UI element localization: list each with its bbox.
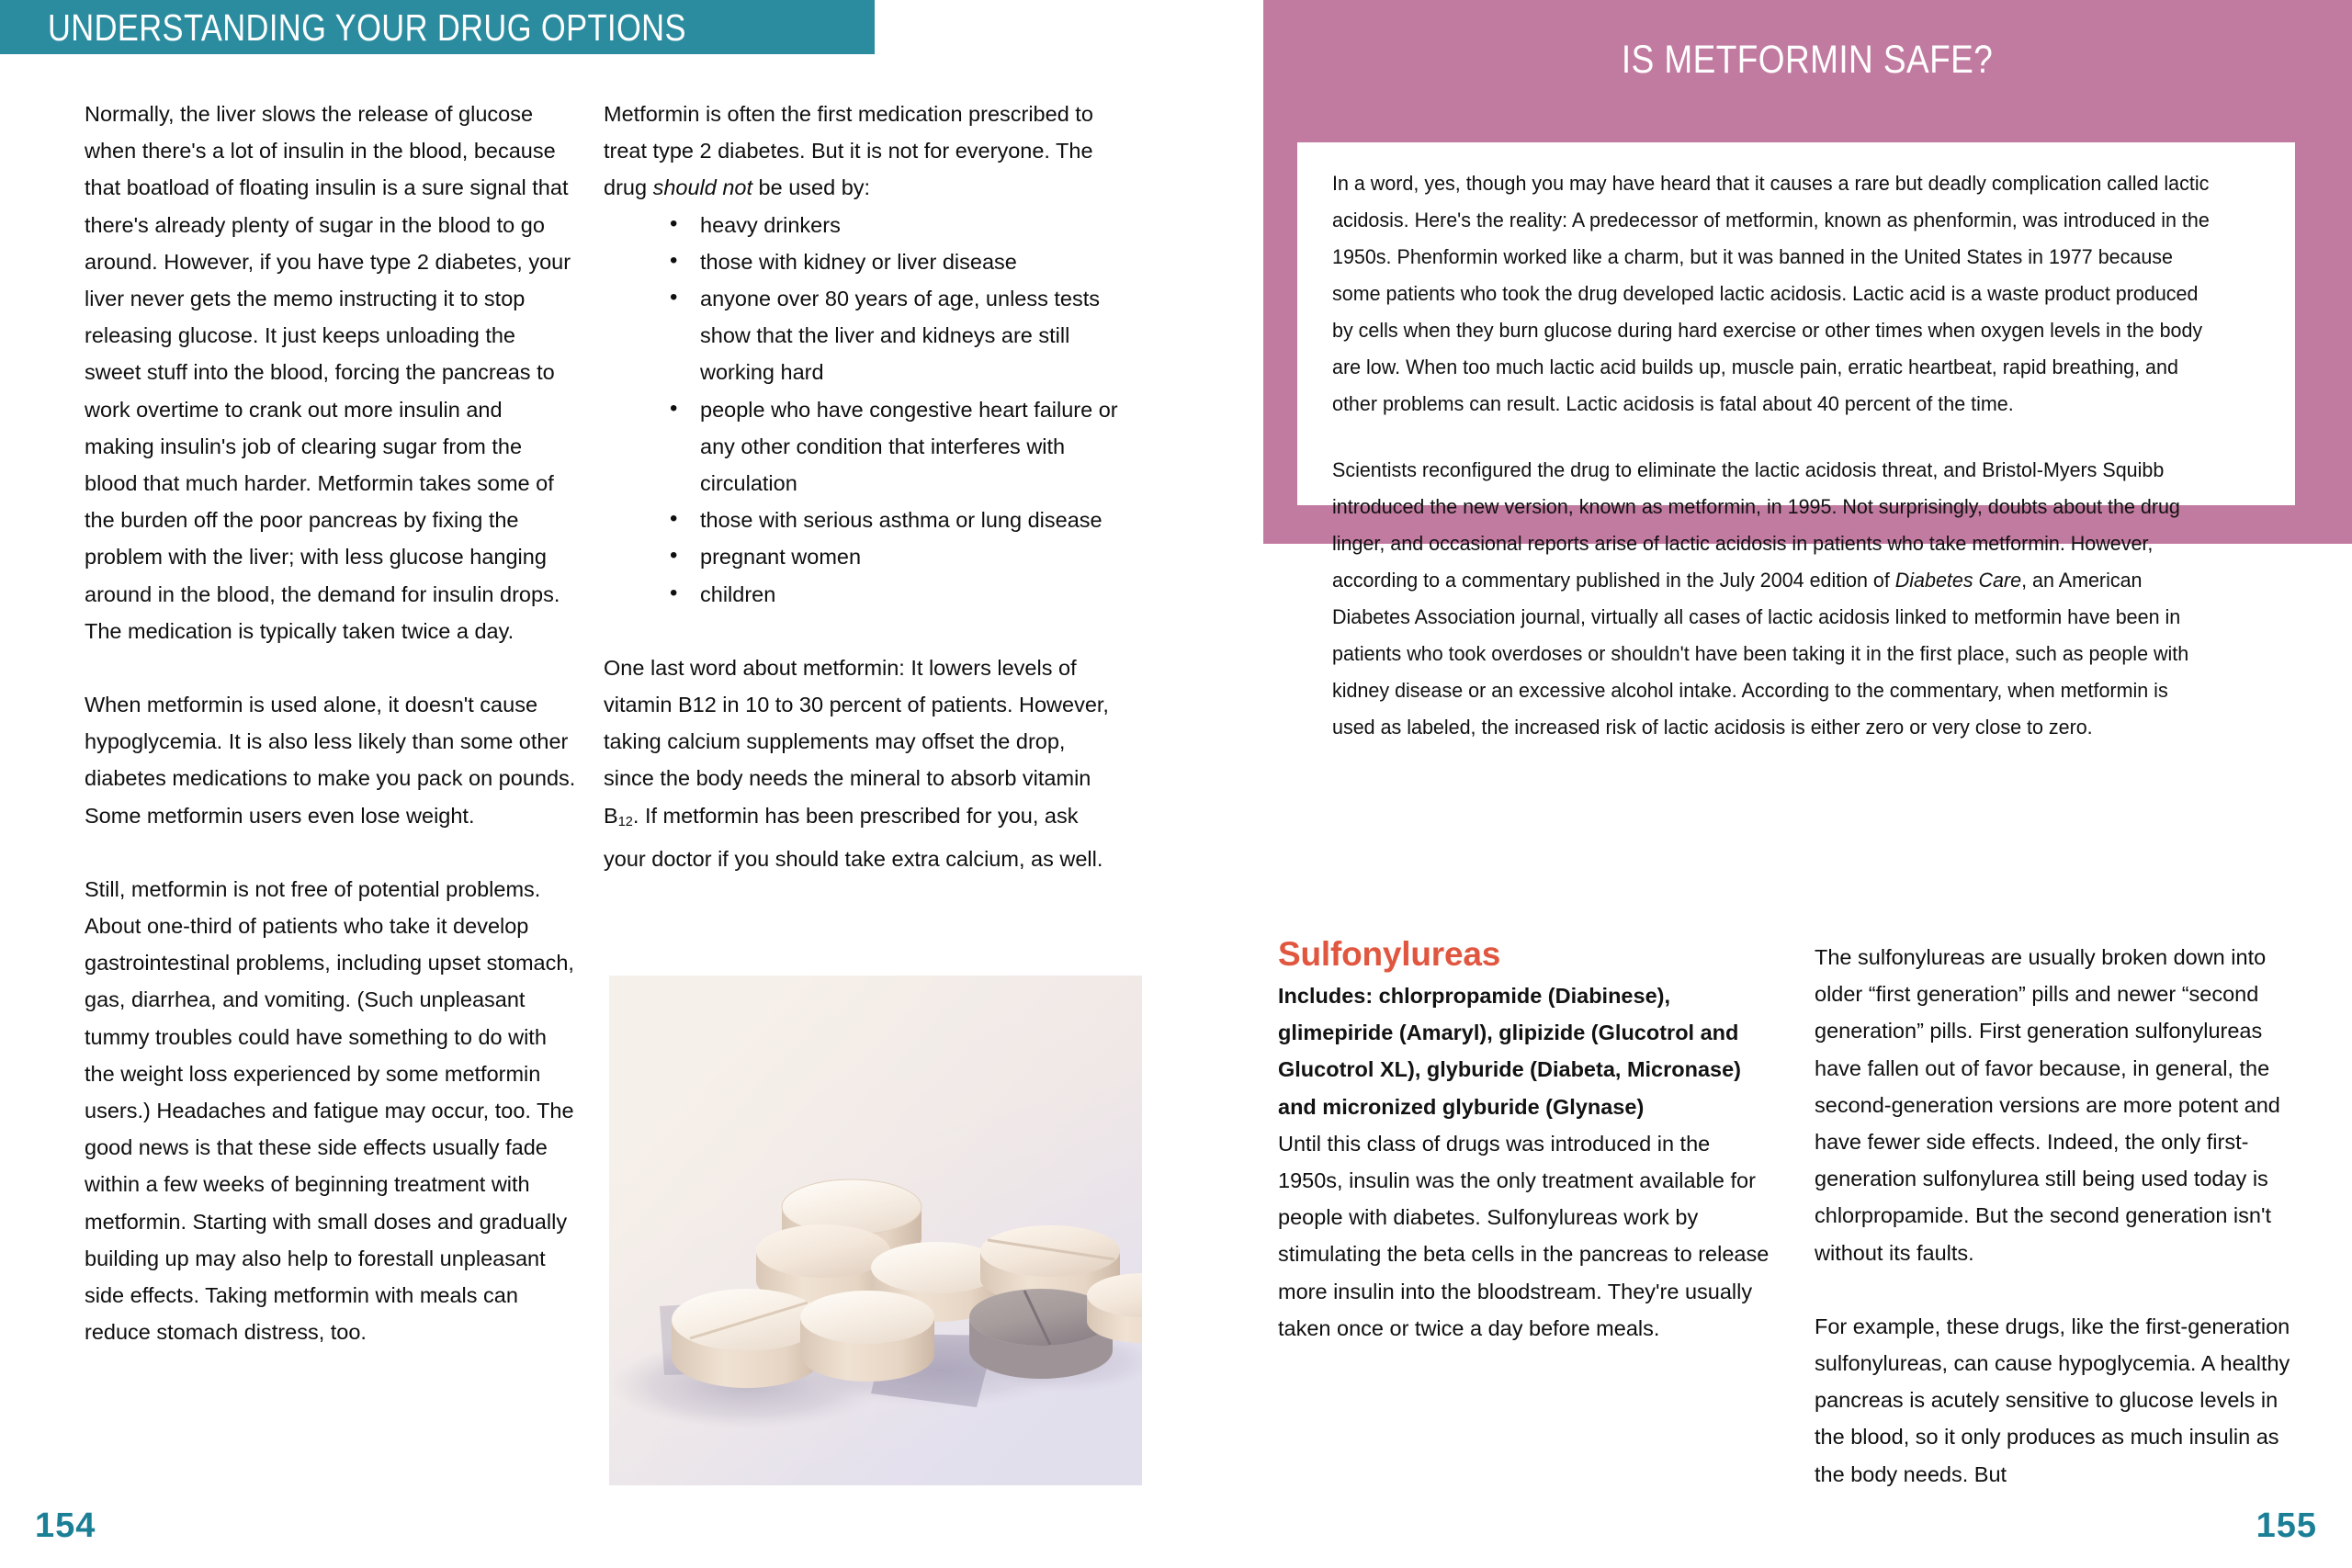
paragraph: In a word, yes, though you may have heard that it causes a rare but deadly complication called lactic acidosis. Here's the reality: A predecessor of metformin, known as phenformin, was introduced in the 1950s. Phenformin worked like a charm, but it was banned in the United States in 1977 because some patients who took the drug developed lactic acidosis. Lactic acid is a waste product produced by cells when they burn glucose during hard exercise or other times when oxygen levels in the body are low. When too much lactic acid builds up, muscle pain, erratic heartbeat, rapid breathing, and other problems can result. Lactic acidosis is fatal about 40 percent of the time. — [1332, 172, 2210, 415]
metformin-intro-paragraph — [604, 96, 1118, 207]
paragraph: The sulfonylureas are usually broken down into older “first generation” pills and newer “second generation” pills. First generation sulfonylureas have fallen out of favor because, in general, the second-generation versions are more potent and have fewer side effects. Indeed, the only first-generation sulfonylurea still being used today is chlorpropamide. But the second generation isn't without its faults. — [1815, 945, 2280, 1265]
panel-text-part-2: , an American Diabetes Association journal, virtually all cases of lactic acidosis linked to metformin have been in patients who took overdoses or shouldn't have been taking it in the first place, such as people with kidney disease or an excessive alcohol intake. According to the commentary, when metformin is used as labeled, the increased risk of lactic acidosis is either zero or very close to zero. — [1332, 569, 2189, 739]
list-item: • those with serious asthma or lung disease — [604, 502, 1118, 538]
paragraph: When metformin is used alone, it doesn't cause hypoglycemia. It is also less likely than some other diabetes medications to make you pack on pounds. Some metformin users even lose weight. — [85, 693, 576, 828]
paragraph: For example, these drugs, like the first-generation sulfonylureas, can cause hypoglycemia. A healthy pancreas is acutely sensitive to glucose levels in the blood, so it only produces as much insulin as the body needs. But — [1815, 1314, 2290, 1486]
sidebar-panel-title-text: IS METFORMIN SAFE? — [1622, 38, 1994, 82]
intro-text-part-2: be used by: — [752, 175, 871, 200]
right-column-2 — [1815, 939, 2301, 1529]
list-item: • anyone over 80 years of age, unless tests show that the liver and kidneys are still working hard — [604, 280, 1118, 391]
section-heading-sulfonylureas: Sulfonylureas — [1278, 935, 1501, 973]
panel-text-part-1: Scientists reconfigured the drug to eliminate the lactic acidosis threat, and Bristol-Myers Squibb introduced the new version, known as metformin, in 1995. Not surprisingly, doubts about the drug linger, and occasional reports arise of lactic acidosis in patients who take metformin. However, according to a commentary published in the July 2004 edition of — [1332, 458, 2180, 592]
chapter-banner-title: UNDERSTANDING YOUR DRUG OPTIONS — [48, 6, 686, 49]
page-number-right: 155 — [2256, 1506, 2317, 1545]
paragraph: Still, metformin is not free of potential problems. About one-third of patients who take it develop gastrointestinal problems, including upset stomach, gas, diarrhea, and vomiting. (Such unpleasant tummy troubles could have something to do with the weight loss experienced by some metformin users.) Headaches and fatigue may occur, too. The good news is that these side effects usually fade within a few weeks of beginning treatment with metformin. Starting with small doses and gradually building up may also help to forestall unpleasant side effects. Taking metformin with meals can reduce stomach distress, too. — [85, 876, 574, 1345]
right-page-columns — [1263, 0, 2352, 1568]
pills-photograph — [609, 976, 1142, 1485]
list-item: • those with kidney or liver disease — [604, 243, 1118, 280]
page-right — [1263, 0, 2352, 1568]
journal-name-italic: Diabetes Care — [1894, 569, 2022, 592]
list-item: • heavy drinkers — [604, 207, 1118, 243]
intro-text-part-1: Metformin is often the first medication prescribed to treat type 2 diabetes. But it is not for everyone. The drug — [604, 102, 1093, 200]
drug-includes-list: Includes: chlorpropamide (Diabinese), glimepiride (Amaryl), glipizide (Glucotrol and Glucotrol XL), glyburide (Diabeta, Micronase) and micronized glyburide (Glynase) — [1278, 984, 1742, 1119]
list-item: • children — [604, 576, 1118, 613]
page-number-left: 154 — [35, 1506, 96, 1545]
right-column-1 — [1278, 933, 1774, 1383]
metformin-closing-paragraph — [604, 649, 1118, 877]
paragraph: Normally, the liver slows the release of glucose when there's a lot of insulin in the blood, because that boatload of floating insulin is a sure signal that there's already plenty of sugar in the blood to go around. However, if you have type 2 diabetes, your liver never gets the memo instructing it to stop releasing glucose. It just keeps unloading the sweet stuff into the blood, forcing the pancreas to work overtime to crank out more insulin and making insulin's job of clearing sugar from the blood that much harder. Metformin takes some of the burden off the poor pancreas by fixing the problem with the liver; with less glucose hanging around in the blood, the demand for insulin drops. The medication is typically taken twice a day. — [85, 102, 571, 643]
closing-text-part-2: . If metformin has been prescribed for you, ask your doctor if you should take extra calcium, as well. — [604, 803, 1103, 872]
b12-subscript: 12 — [617, 814, 633, 829]
contraindications-list — [604, 207, 1118, 613]
list-item: • people who have congestive heart failure or any other condition that interferes with circulation — [604, 391, 1118, 502]
left-column-1 — [85, 96, 576, 1388]
paragraph: Until this class of drugs was introduced in the 1950s, insulin was the only treatment available for people with diabetes. Sulfonylureas work by stimulating the beta cells in the pancreas to release more insulin into the bloodstream. They're usually taken once or twice a day before meals. — [1278, 1131, 1770, 1340]
left-column-2 — [604, 96, 1118, 914]
list-item: • pregnant women — [604, 538, 1118, 575]
closing-text-part-1: One last word about metformin: It lowers levels of vitamin B12 in 10 to 30 percent of patients. However, taking calcium supplements may offset the drop, since the body needs the mineral to absorb vitamin B — [604, 655, 1109, 828]
intro-italic-phrase: should not — [652, 175, 753, 200]
